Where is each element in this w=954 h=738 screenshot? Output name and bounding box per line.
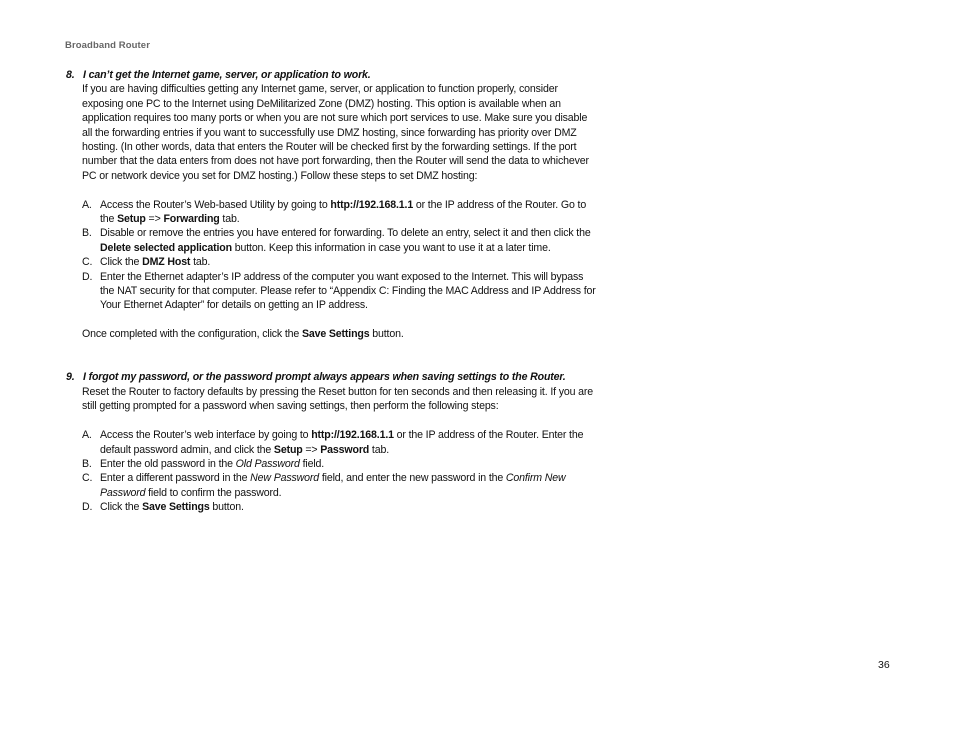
item-intro: If you are having difficulties getting any Internet game, server, or application to function properly, consider exposing one PC to the Internet using DeMilitarized Zone (DMZ) hosting. This option is available when an application requires too many ports or when you are not sure which port services to use. Make sure you disable all the forwarding entries if you want to successfully use DMZ hosting, since forwarding has priority over DMZ hosting. (In other words, data that enters the Router will be checked first by the forwarding settings. If the port number that the data enters from does not have port forwarding, then the Router will send the data to whichever PC or network device you set for DMZ hosting.) Follow these steps to set DMZ hosting:: [82, 83, 589, 182]
closing-text-part: button.: [369, 328, 404, 341]
forwarding-tab-name: Forwarding: [163, 213, 220, 226]
step-text-part: tab.: [369, 443, 389, 456]
step-text-part: tab.: [190, 256, 211, 269]
dmz-host-tab-name: DMZ Host: [142, 256, 191, 269]
step-d: [82, 500, 596, 514]
step-text-part: or the IP address of the Router. Enter the default password admin, and click the: [100, 429, 584, 456]
step-text: [100, 226, 596, 255]
setup-tab-name: Setup: [117, 213, 146, 226]
step-letter: A.: [82, 429, 92, 442]
item-number: 8.: [66, 69, 75, 81]
step-d: [82, 270, 596, 313]
step-text: Enter the Ethernet adapter’s IP address of the computer you want exposed to the Internet. This will bypass the NAT security for that computer. Please refer to “Appendix C: Finding the MAC Address and IP Address for Your Ethernet Adapter” for details on getting an IP address.: [100, 270, 596, 312]
closing-text-part: Once completed with the configuration, click the: [82, 328, 302, 341]
password-tab-name: Password: [320, 443, 370, 456]
step-letter: D.: [82, 501, 93, 514]
step-text-part: field to confirm the password.: [145, 486, 282, 499]
item-number: 9.: [66, 371, 75, 384]
step-text: [100, 457, 596, 471]
old-password-field-name: Old Password: [235, 457, 300, 470]
step-b: [82, 226, 596, 255]
step-letter: C.: [82, 256, 93, 269]
arrow-text: =>: [302, 443, 321, 456]
troubleshooting-item-8: [66, 68, 596, 342]
setup-tab-name: Setup: [273, 443, 303, 456]
step-letter: B.: [82, 457, 92, 470]
page-header: Broadband Router: [65, 40, 150, 51]
save-settings-button-name: Save Settings: [301, 328, 370, 341]
step-letter: B.: [82, 227, 92, 240]
step-text-part: button.: [209, 501, 244, 514]
save-settings-button-name: Save Settings: [142, 501, 210, 514]
url-text: http://192.168.1.1: [311, 429, 394, 442]
new-password-field-name: New Password: [250, 472, 320, 485]
step-c: [82, 471, 596, 500]
item-title: I forgot my password, or the password prompt always appears when saving settings to the Router.: [83, 371, 566, 384]
confirm-password-field-name: Confirm New Password: [100, 472, 566, 499]
step-text-part: or the IP address of the Router. Go to the: [100, 198, 587, 226]
step-list: [66, 428, 596, 514]
document-body: [66, 68, 596, 515]
closing-note: [82, 327, 596, 341]
step-text-part: Access the Router’s web interface by going to: [100, 429, 312, 442]
step-text: [100, 428, 596, 457]
page-number: 36: [878, 659, 890, 671]
step-text-part: tab.: [219, 213, 240, 226]
item-heading: [66, 68, 596, 82]
step-letter: D.: [82, 270, 93, 283]
step-text: [100, 198, 596, 227]
step-text-part: field, and enter the new password in the: [319, 472, 506, 485]
step-letter: A.: [82, 198, 92, 211]
step-text-part: Click the: [100, 501, 143, 514]
step-list: [66, 198, 596, 313]
step-text-part: Enter the old password in the: [100, 457, 236, 470]
arrow-text: =>: [145, 213, 164, 226]
step-text: [100, 255, 596, 269]
item-intro: Reset the Router to factory defaults by pressing the Reset button for ten seconds and then releasing it. If you are still getting prompted for a password when saving settings, then perform the following steps:: [82, 385, 593, 413]
step-text-part: button. Keep this information in case you want to use it at a later time.: [231, 241, 551, 254]
step-a: [82, 428, 596, 457]
item-heading: [66, 370, 596, 384]
step-text-part: Click the: [100, 256, 143, 269]
step-letter: C.: [82, 472, 93, 485]
step-b: [82, 457, 596, 471]
step-text-part: Disable or remove the entries you have entered for forwarding. To delete an entry, select it and then click the: [100, 227, 591, 240]
step-a: [82, 198, 596, 227]
step-text-part: field.: [299, 457, 325, 470]
step-text: [100, 471, 596, 500]
step-c: [82, 255, 596, 269]
step-text: [100, 500, 596, 514]
step-text-part: Access the Router’s Web-based Utility by going to: [100, 198, 331, 211]
delete-button-name: Delete selected application: [100, 241, 232, 254]
step-text-part: Enter a different password in the: [100, 472, 251, 485]
troubleshooting-item-9: [66, 370, 596, 514]
url-text: http://192.168.1.1: [330, 198, 414, 211]
item-title: I can’t get the Internet game, server, or application to work.: [83, 69, 371, 81]
